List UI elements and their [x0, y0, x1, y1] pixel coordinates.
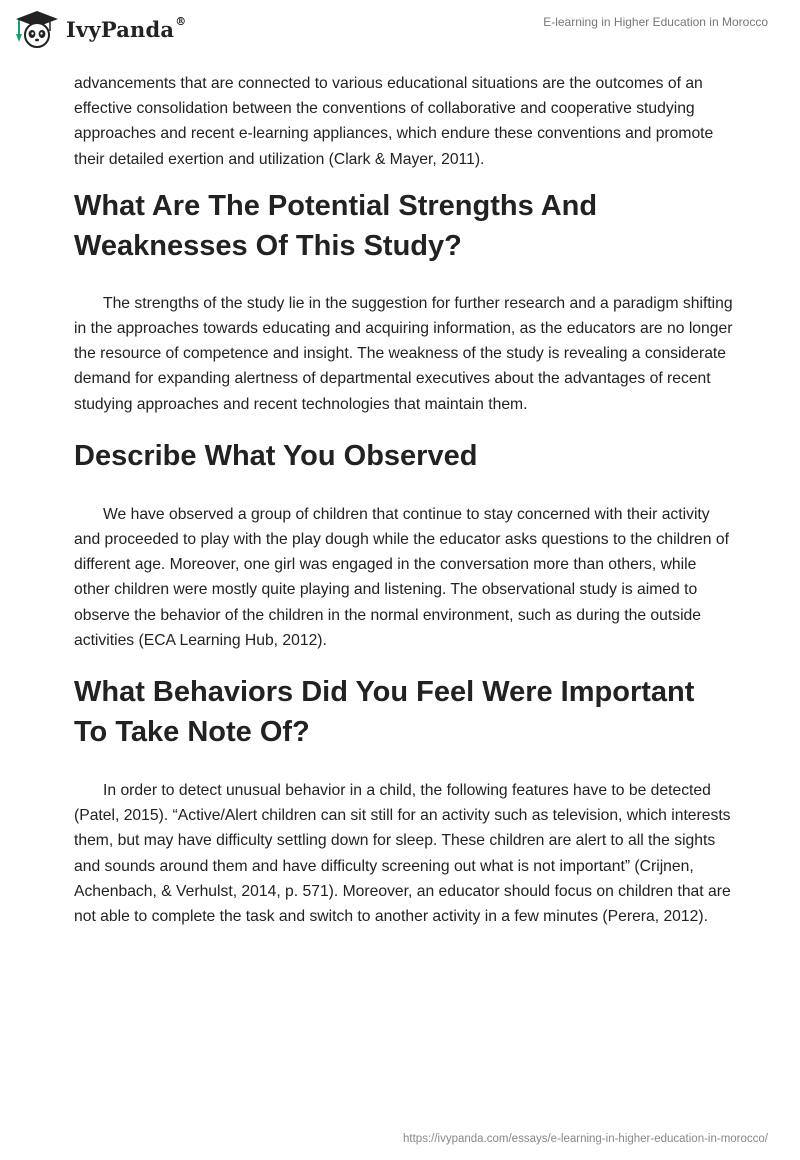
section-paragraph: In order to detect unusual behavior in a child, the following features have to be detected (Patel, 2015). “Active/Alert children can sit still for an activity such as television, which interests them, but may have difficulty settling down for sleep. These children are alert to all the sights and sounds around them and have difficulty screening out what is not important” (Crijnen, Achenbach, & Verhulst, 2014, p. 571). Moreover, an educator should focus on children that are not able to complete the task and switch to another activity in a few minutes (Perera, 2012).	[74, 782, 731, 926]
intro-paragraph: advancements that are connected to various educational situations are the outcomes of an effective consolidation between the conventions of collaborative and cooperative studying approaches and recent e-learning appliances, which endure these conventions and promote their detailed exertion and utilization (Clark & Mayer, 2011).	[74, 75, 714, 168]
section-heading: What Are The Potential Strengths And Weaknesses Of This Study?	[74, 189, 598, 262]
panda-graduate-icon	[14, 9, 60, 49]
article-body	[74, 71, 734, 929]
source-url-link[interactable]: https://ivypanda.com/essays/e-learning-in-higher-education-in-morocco/	[403, 1133, 768, 1145]
section-heading: Describe What You Observed	[74, 439, 478, 472]
brand-name: IvyPanda®	[66, 14, 187, 42]
page-header	[0, 0, 800, 60]
section-paragraph: The strengths of the study lie in the suggestion for further research and a paradigm shifting in the approaches towards educating and acquiring information, as the educators are no longer the resource of competence and insight. The weakness of the study is revealing a considerate demand for expanding alertness of departmental executives about the advantages of recent studying approaches and recent technologies that maintain them.	[74, 294, 733, 413]
ivypanda-logo[interactable]	[14, 9, 186, 49]
section-paragraph: We have observed a group of children that continue to stay concerned with their activity and proceeded to play with the play dough while the educator asks questions to the children of different age. Moreover, one girl was engaged in the conversation more than others, while other children were mostly quite playing and listening. The observational study is aimed to observe the behavior of the children in the normal environment, such as during the outside activities (ECA Learning Hub, 2012).	[74, 505, 729, 649]
section-heading: What Behaviors Did You Feel Were Important To Take Note Of?	[74, 676, 695, 749]
document-title: E-learning in Higher Education in Morocco	[543, 15, 768, 29]
